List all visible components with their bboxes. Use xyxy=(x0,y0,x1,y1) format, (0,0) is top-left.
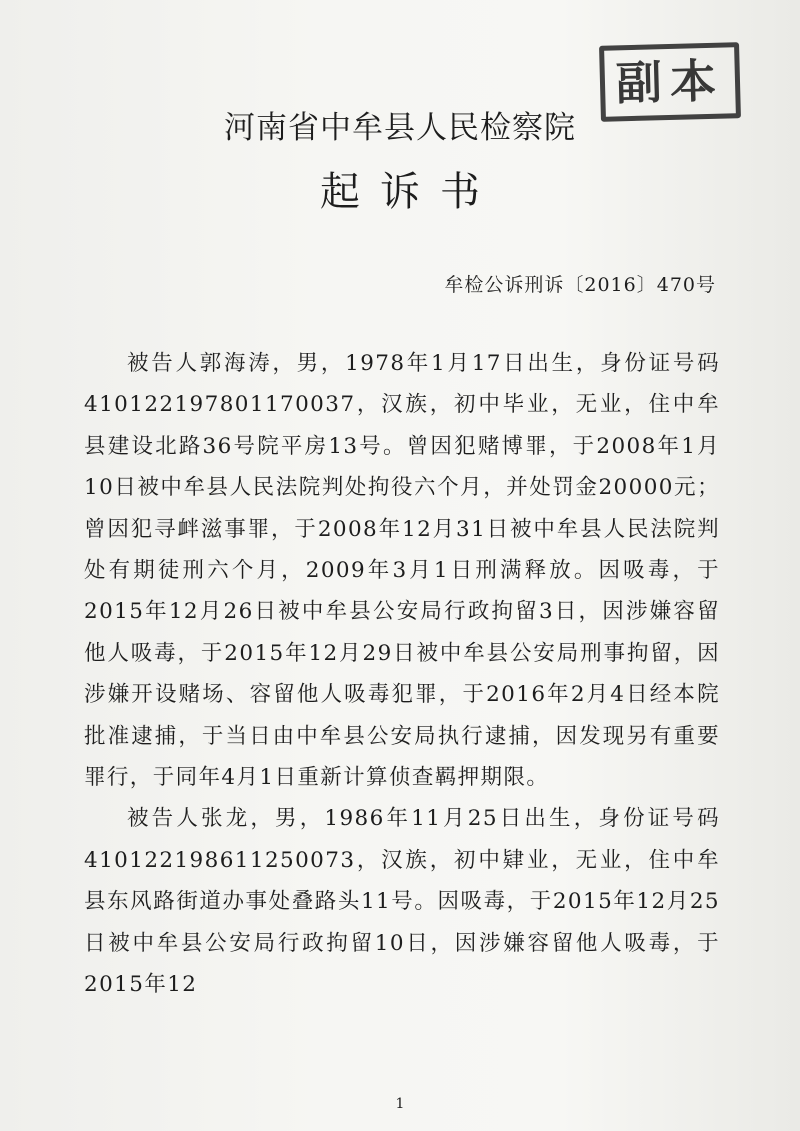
document-body xyxy=(84,343,720,1006)
document-number: 牟检公诉刑诉〔2016〕470号 xyxy=(444,274,716,296)
document-title: 起诉书 xyxy=(320,169,500,215)
paragraph-defendant-guo: 被告人郭海涛，男，1978年1月17日出生，身份证号码410122197801170037，汉族，初中毕业，无业，住中牟县建设北路36号院平房13号。曾因犯赌博罪，于2008年1月10日被中牟县人民法院判处拘役六个月，并处罚金20000元；曾因犯寻衅滋事罪，于2008年12月31日被中牟县人民法院判处有期徒刑六个月，2009年3月1日刑满释放。因吸毒，于2015年12月26日被中牟县公安局行政拘留3日，因涉嫌容留他人吸毒，于2015年12月29日被中牟县公安局刑事拘留，因涉嫌开设赌场、容留他人吸毒犯罪，于2016年2月4日经本院批准逮捕，于当日由中牟县公安局执行逮捕，因发现另有重要罪行，于同年4月1日重新计算侦查羁押期限。 xyxy=(84,351,720,791)
page-number: 1 xyxy=(395,1096,405,1112)
paragraph-defendant-zhang: 被告人张龙，男，1986年11月25日出生，身份证号码410122198611250073，汉族，初中肄业，无业，住中牟县东风路街道办事处叠路头11号。因吸毒，于2015年12月25日被中牟县公安局行政拘留10日，因涉嫌容留他人吸毒，于2015年12 xyxy=(84,806,720,998)
organization-title: 河南省中牟县人民检察院 xyxy=(224,110,576,146)
copy-stamp-text: 副本 xyxy=(615,53,725,111)
